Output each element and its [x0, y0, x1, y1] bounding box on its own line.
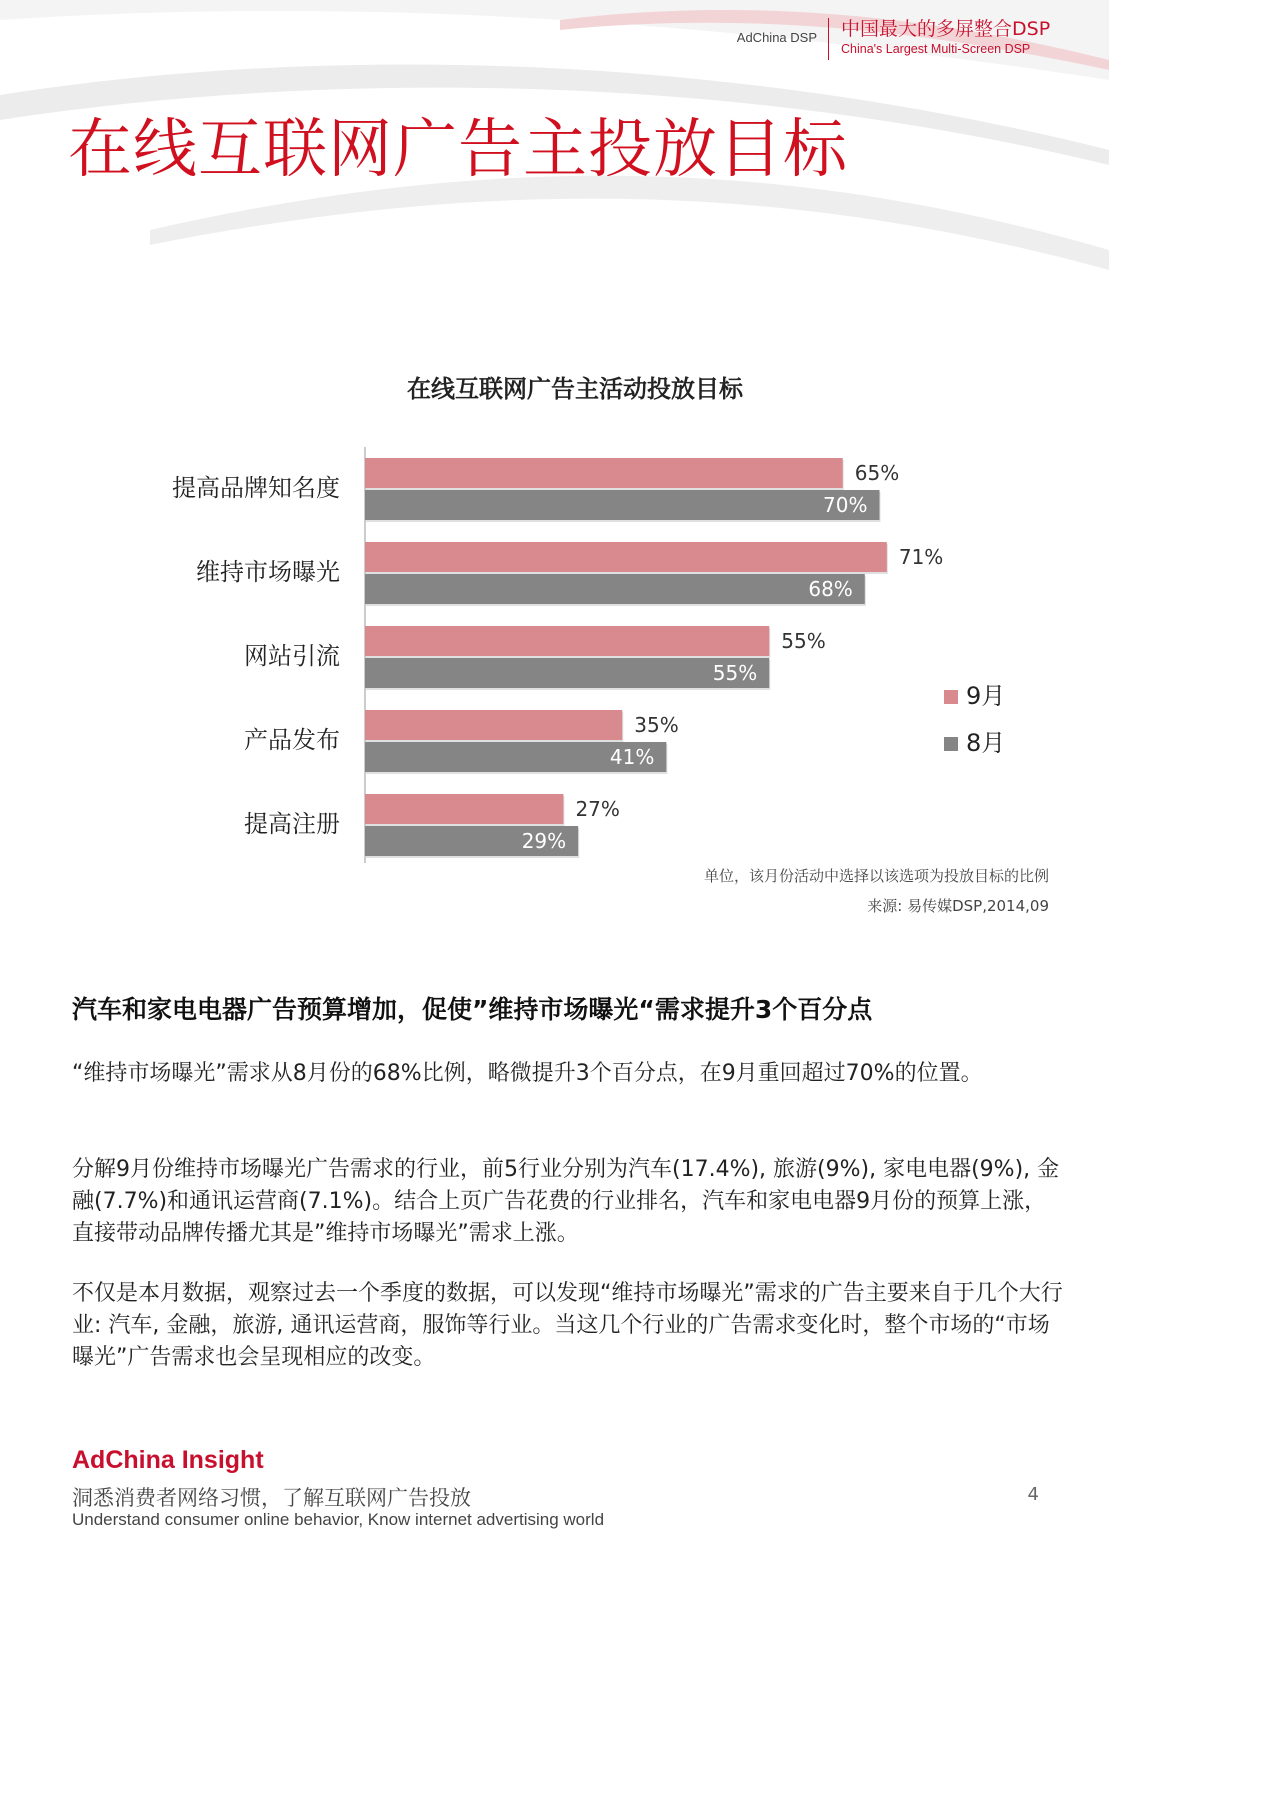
category-label: 提高注册 — [244, 810, 340, 838]
article-headline: 汽车和家电电器广告预算增加，促使”维持市场曝光“需求提升3个百分点 — [72, 995, 873, 1024]
article-paragraph-3: 不仅是本月数据，观察过去一个季度的数据，可以发现“维持市场曝光”需求的广告主要来自于几个大行业: 汽车, 金融，旅游, 通讯运营商，服饰等行业。当这几个行业的广告需求变化时，整个市场的“市场曝光”广告需求也会呈现相应的改变。 — [72, 1281, 1063, 1370]
chart-title: 在线互联网广告主活动投放目标 — [407, 375, 743, 403]
footer-brand: AdChina Insight — [72, 1446, 264, 1474]
bar-value-label: 41% — [609, 745, 655, 769]
bar-aug — [365, 658, 769, 688]
bar-value-label: 70% — [823, 493, 868, 517]
category-label: 维持市场曝光 — [196, 558, 340, 586]
category-label: 产品发布 — [244, 726, 340, 754]
bar-sep — [365, 626, 769, 656]
brand-slogan-en: China's Largest Multi-Screen DSP — [841, 42, 1031, 56]
bar-sep — [365, 710, 622, 740]
article-paragraph-2: 分解9月份维持市场曝光广告需求的行业，前5行业分别为汽车(17.4%), 旅游(9%), 家电电器(9%), 金融(7.7%)和通讯运营商(7.1%)。结合上页广告花费的行业排名，汽车和家电电器9月份的预算上涨，直接带动品牌传播尤其是”维持市场曝光”需求上涨。 — [72, 1157, 1060, 1246]
brand-slogan-cn: 中国最大的多屏整合DSP — [841, 18, 1051, 40]
bar-value-label: 71% — [898, 545, 944, 569]
bar-value-label: 68% — [808, 577, 853, 601]
page-number: 4 — [1027, 1484, 1039, 1505]
page-title: 在线互联网广告主投放目标 — [68, 113, 848, 187]
legend-label-sep: 9月 — [966, 682, 1006, 710]
bar-value-label: 55% — [712, 661, 758, 685]
chart-source-note: 来源: 易传媒DSP,2014,09 — [867, 897, 1049, 915]
brand-divider — [828, 18, 829, 60]
brand-slogan — [841, 18, 1091, 56]
legend-label-aug: 8月 — [966, 729, 1006, 757]
category-label: 网站引流 — [244, 642, 340, 670]
bar-value-label: 65% — [854, 461, 900, 485]
chart-unit-note: 单位，该月份活动中选择以该选项为投放目标的比例 — [703, 867, 1049, 885]
bar-chart-svg — [0, 355, 1109, 935]
bar-sep — [365, 542, 887, 572]
bar-value-label: 27% — [575, 797, 620, 821]
category-label: 提高品牌知名度 — [172, 474, 340, 502]
bar-sep — [365, 794, 563, 824]
bar-aug — [365, 490, 880, 520]
article-paragraph-1: “维持市场曝光”需求从8月份的68%比例，略微提升3个百分点，在9月重回超过70%的位置。 — [72, 1061, 983, 1086]
footer-tagline-en: Understand consumer online behavior, Know internet advertising world — [72, 1510, 605, 1529]
bar-aug — [365, 574, 865, 604]
footer-tagline-cn: 洞悉消费者网络习惯，了解互联网广告投放 — [72, 1486, 471, 1510]
bar-value-label: 35% — [634, 713, 679, 737]
bar-sep — [365, 458, 843, 488]
legend-swatch-sep — [944, 690, 958, 704]
bar-chart — [0, 355, 1109, 935]
legend-swatch-aug — [944, 737, 958, 751]
brand-dsp-label: AdChina DSP — [736, 30, 817, 45]
bar-value-label: 29% — [521, 829, 567, 853]
bar-value-label: 55% — [781, 629, 826, 653]
